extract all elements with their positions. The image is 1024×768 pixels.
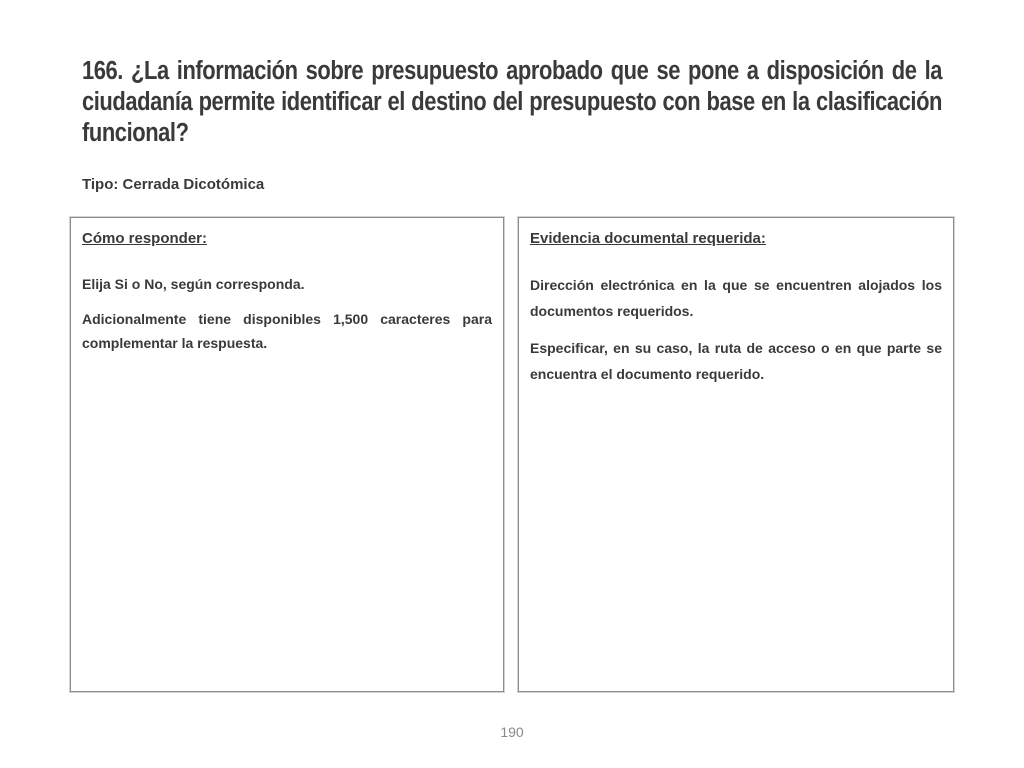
required-evidence-heading: Evidencia documental requerida: xyxy=(530,230,766,247)
required-evidence-path: Especificar, en su caso, la ruta de acceso o en que parte se encuentra el documento requerido. xyxy=(530,340,942,382)
question-type: Tipo: Cerrada Dicotómica xyxy=(82,176,265,193)
required-evidence-content xyxy=(530,228,942,398)
question-title: 166. ¿La información sobre presupuesto aprobado que se pone a disposición de la ciudadanía permite identificar el destino del presupuesto con base en la clasificación funcional? xyxy=(82,57,942,147)
how-to-answer-panel xyxy=(70,217,504,692)
how-to-answer-heading: Cómo responder: xyxy=(82,230,208,247)
page-number: 190 xyxy=(500,724,524,740)
how-to-answer-instruction: Elija Si o No, según corresponda. xyxy=(82,276,305,292)
how-to-answer-content xyxy=(82,228,492,366)
required-evidence-address: Dirección electrónica en la que se encuentren alojados los documentos requeridos. xyxy=(530,277,942,319)
how-to-answer-additional: Adicionalmente tiene disponibles 1,500 caracteres para complementar la respuesta. xyxy=(82,311,492,351)
required-evidence-panel xyxy=(518,217,954,692)
